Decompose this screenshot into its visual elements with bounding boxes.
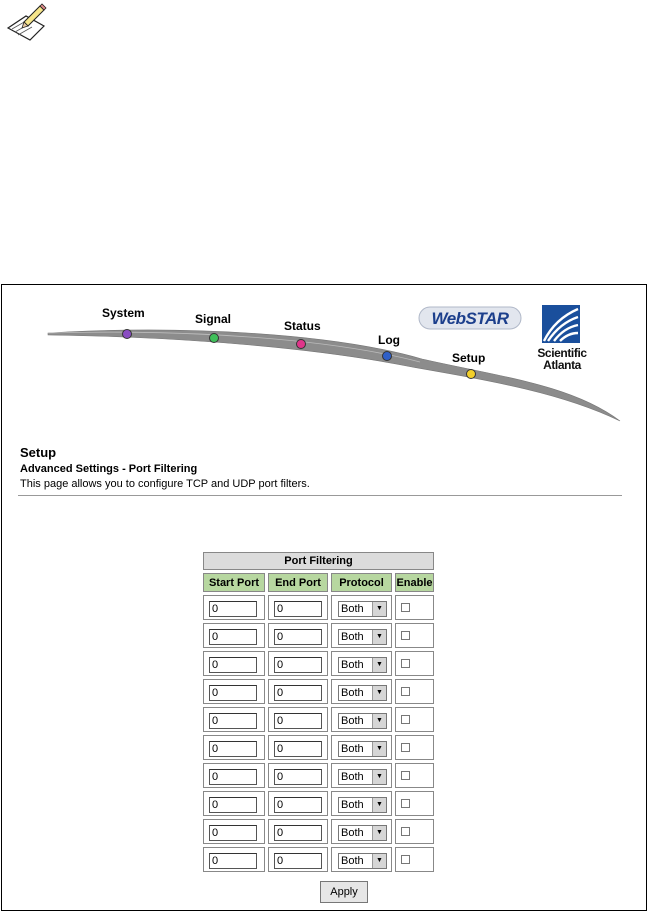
end-port-cell: [268, 651, 328, 676]
protocol-value: Both: [341, 742, 364, 755]
start-port-cell: [203, 651, 265, 676]
enable-checkbox[interactable]: [401, 659, 410, 668]
note-pencil-icon: [4, 2, 50, 44]
nav-system-label[interactable]: System: [102, 306, 145, 320]
protocol-value: Both: [341, 658, 364, 671]
enable-cell: [395, 595, 434, 620]
table-row: [203, 707, 434, 732]
start-port-cell: [203, 763, 265, 788]
end-port-input[interactable]: [274, 797, 322, 813]
protocol-value: Both: [341, 630, 364, 643]
enable-cell: [395, 707, 434, 732]
chevron-down-icon[interactable]: ▼: [372, 658, 386, 672]
nav-setup-label[interactable]: Setup: [452, 351, 486, 365]
enable-checkbox[interactable]: [401, 743, 410, 752]
start-port-cell: [203, 735, 265, 760]
end-port-input[interactable]: [274, 601, 322, 617]
start-port-cell: [203, 791, 265, 816]
end-port-cell: [268, 735, 328, 760]
table-row: [203, 791, 434, 816]
enable-cell: [395, 763, 434, 788]
end-port-cell: [268, 819, 328, 844]
protocol-value: Both: [341, 854, 364, 867]
end-port-cell: [268, 707, 328, 732]
end-port-input[interactable]: [274, 769, 322, 785]
protocol-select[interactable]: [338, 825, 387, 841]
end-port-cell: [268, 595, 328, 620]
protocol-cell: [331, 651, 392, 676]
enable-checkbox[interactable]: [401, 631, 410, 640]
webstar-logo: [418, 303, 522, 333]
protocol-select[interactable]: [338, 853, 387, 869]
protocol-value: Both: [341, 686, 364, 699]
protocol-cell: [331, 707, 392, 732]
start-port-input[interactable]: [209, 657, 257, 673]
nav-system-dot[interactable]: [122, 329, 132, 339]
protocol-value: Both: [341, 602, 364, 615]
start-port-cell: [203, 707, 265, 732]
nav-log-label[interactable]: Log: [378, 333, 400, 347]
router-page-screenshot: [1, 284, 647, 911]
chevron-down-icon[interactable]: ▼: [372, 742, 386, 756]
chevron-down-icon[interactable]: ▼: [372, 826, 386, 840]
enable-checkbox[interactable]: [401, 687, 410, 696]
enable-checkbox[interactable]: [401, 855, 410, 864]
protocol-value: Both: [341, 770, 364, 783]
port-filtering-table: [200, 549, 437, 875]
start-port-cell: [203, 819, 265, 844]
start-port-cell: [203, 595, 265, 620]
end-port-cell: [268, 791, 328, 816]
chevron-down-icon[interactable]: ▼: [372, 770, 386, 784]
table-row: [203, 847, 434, 872]
chevron-down-icon[interactable]: ▼: [372, 630, 386, 644]
page-title: Setup: [20, 445, 57, 460]
start-port-input[interactable]: [209, 797, 257, 813]
enable-checkbox[interactable]: [401, 827, 410, 836]
protocol-select[interactable]: [338, 769, 387, 785]
end-port-cell: [268, 623, 328, 648]
chevron-down-icon[interactable]: ▼: [372, 686, 386, 700]
start-port-input[interactable]: [209, 853, 257, 869]
enable-cell: [395, 847, 434, 872]
enable-checkbox[interactable]: [401, 771, 410, 780]
chevron-down-icon[interactable]: ▼: [372, 714, 386, 728]
enable-cell: [395, 791, 434, 816]
chevron-down-icon[interactable]: ▼: [372, 854, 386, 868]
enable-cell: [395, 735, 434, 760]
start-port-input[interactable]: [209, 825, 257, 841]
nav-setup-dot[interactable]: [466, 369, 476, 379]
sa-line2: Atlanta: [543, 358, 581, 372]
protocol-select[interactable]: [338, 741, 387, 757]
start-port-input[interactable]: [209, 741, 257, 757]
enable-cell: [395, 819, 434, 844]
start-port-cell: [203, 847, 265, 872]
header-end-port: End Port: [268, 573, 328, 592]
scientific-atlanta-wordmark: [524, 347, 600, 371]
protocol-cell: [331, 819, 392, 844]
protocol-select[interactable]: [338, 797, 387, 813]
webstar-logo-text: WebSTAR: [431, 309, 509, 328]
protocol-select[interactable]: [338, 601, 387, 617]
nav-signal-label[interactable]: Signal: [195, 312, 232, 326]
chevron-down-icon[interactable]: ▼: [372, 602, 386, 616]
end-port-input[interactable]: [274, 713, 322, 729]
protocol-cell: [331, 595, 392, 620]
table-row: [203, 679, 434, 704]
table-caption: Port Filtering: [203, 552, 434, 570]
protocol-value: Both: [341, 714, 364, 727]
table-row: [203, 595, 434, 620]
nav-status-label[interactable]: Status: [284, 319, 321, 333]
table-row: [203, 735, 434, 760]
end-port-input[interactable]: [274, 657, 322, 673]
enable-checkbox[interactable]: [401, 603, 410, 612]
header-protocol: Protocol: [331, 573, 392, 592]
section-title: Advanced Settings - Port Filtering: [20, 463, 198, 475]
end-port-input[interactable]: [274, 741, 322, 757]
end-port-cell: [268, 847, 328, 872]
table-row: [203, 763, 434, 788]
protocol-cell: [331, 623, 392, 648]
end-port-input[interactable]: [274, 629, 322, 645]
nav-signal-dot[interactable]: [209, 333, 219, 343]
protocol-value: Both: [341, 798, 364, 811]
page-description: This page allows you to configure TCP and UDP port filters.: [20, 478, 310, 490]
table-row: [203, 623, 434, 648]
protocol-select[interactable]: [338, 685, 387, 701]
start-port-cell: [203, 679, 265, 704]
enable-checkbox[interactable]: [401, 715, 410, 724]
divider: [18, 495, 622, 496]
header-start-port: Start Port: [203, 573, 265, 592]
end-port-input[interactable]: [274, 685, 322, 701]
start-port-input[interactable]: [209, 629, 257, 645]
end-port-input[interactable]: [274, 853, 322, 869]
end-port-cell: [268, 679, 328, 704]
end-port-input[interactable]: [274, 825, 322, 841]
chevron-down-icon[interactable]: ▼: [372, 798, 386, 812]
header-enable: Enable: [395, 573, 434, 592]
protocol-cell: [331, 763, 392, 788]
protocol-cell: [331, 791, 392, 816]
protocol-cell: [331, 679, 392, 704]
nav-status-dot[interactable]: [296, 339, 306, 349]
nav-log-dot[interactable]: [382, 351, 392, 361]
enable-checkbox[interactable]: [401, 799, 410, 808]
sa-line1: Scientific: [537, 346, 587, 360]
protocol-select[interactable]: [338, 713, 387, 729]
enable-cell: [395, 679, 434, 704]
table-row: [203, 819, 434, 844]
start-port-cell: [203, 623, 265, 648]
start-port-input[interactable]: [209, 685, 257, 701]
protocol-select[interactable]: [338, 657, 387, 673]
enable-cell: [395, 623, 434, 648]
enable-cell: [395, 651, 434, 676]
protocol-cell: [331, 847, 392, 872]
table-row: [203, 651, 434, 676]
start-port-input[interactable]: [209, 601, 257, 617]
start-port-input[interactable]: [209, 713, 257, 729]
end-port-cell: [268, 763, 328, 788]
start-port-input[interactable]: [209, 769, 257, 785]
port-filtering-rows: [203, 595, 434, 872]
apply-button[interactable]: Apply: [320, 881, 368, 903]
protocol-value: Both: [341, 826, 364, 839]
protocol-select[interactable]: [338, 629, 387, 645]
protocol-cell: [331, 735, 392, 760]
